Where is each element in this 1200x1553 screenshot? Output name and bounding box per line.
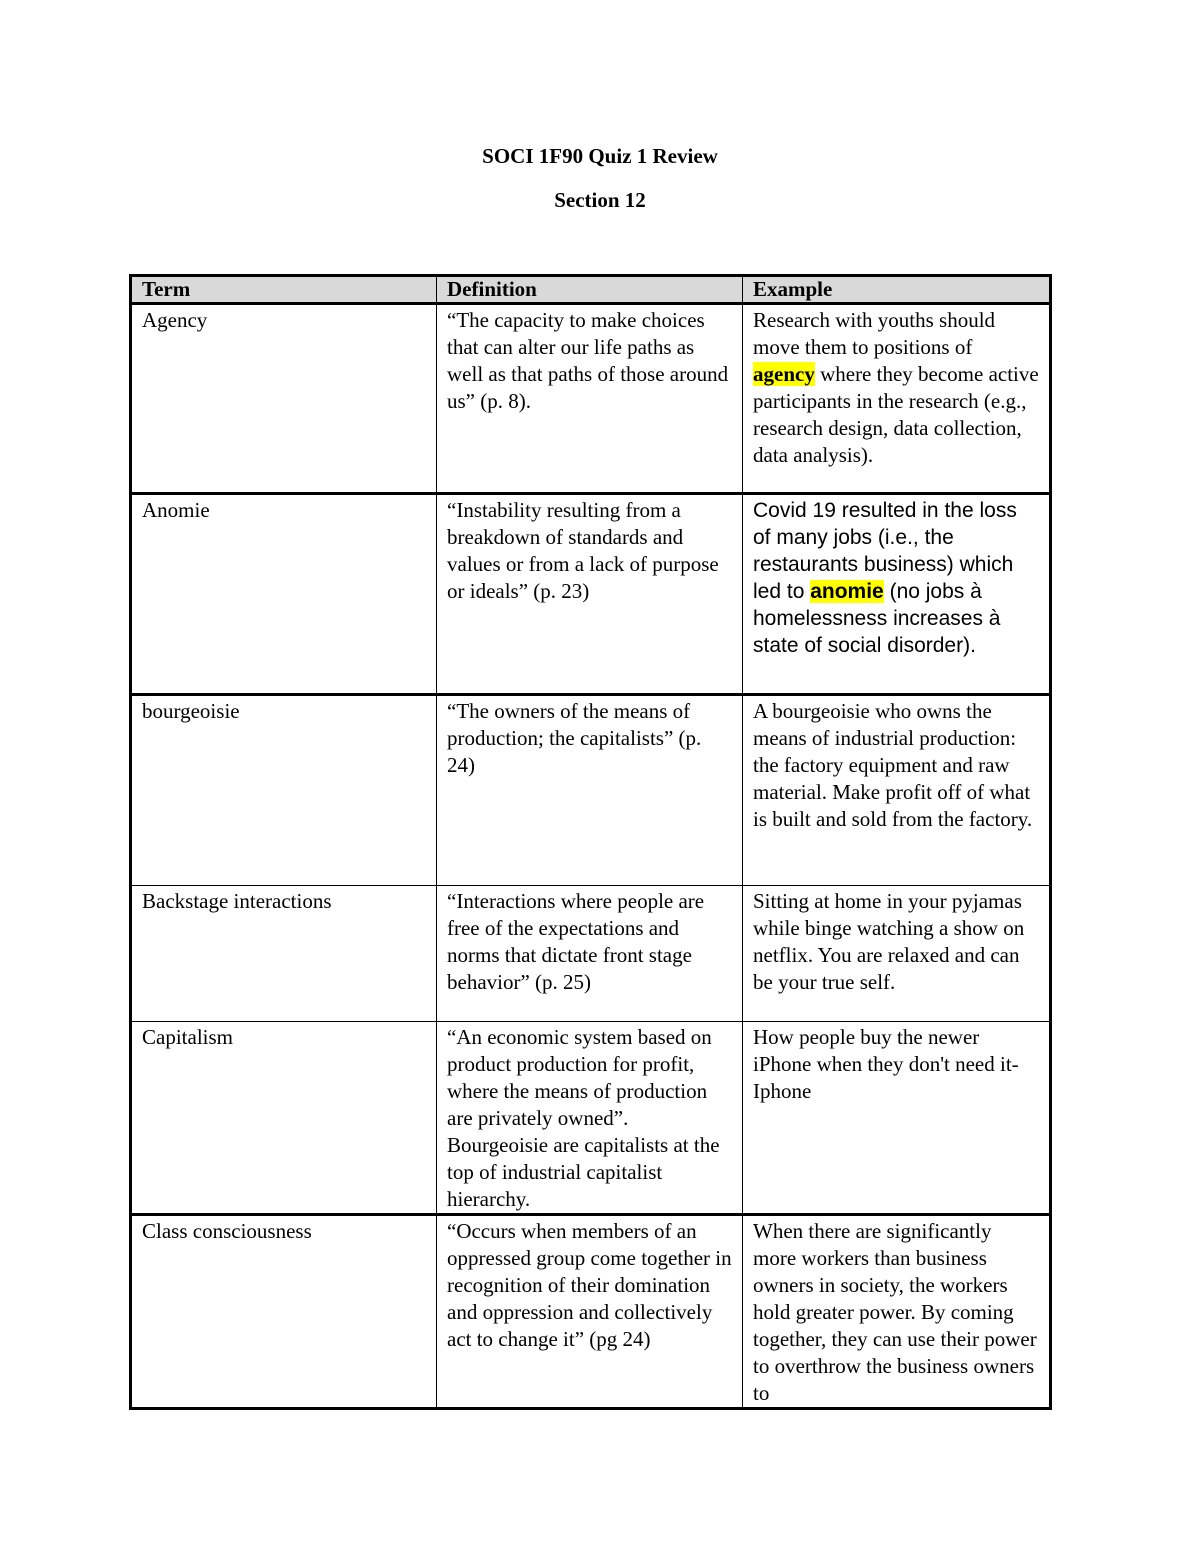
header-example: Example <box>743 276 1051 304</box>
term-cell: Capitalism <box>131 1022 437 1215</box>
definition-cell: “An economic system based on product production for profit, where the means of production are privately owned”. Bourgeoisie are capitalists at the top of industrial capitalist hierarchy. <box>437 1022 743 1215</box>
table-row <box>131 494 1051 695</box>
document-subtitle: Section 12 <box>554 188 646 212</box>
term-cell: Class consciousness <box>131 1215 437 1409</box>
example-cell: When there are significantly more workers than business owners in society, the workers hold greater power. By coming together, they can use their power to overthrow the business owners to <box>743 1215 1051 1409</box>
header-definition: Definition <box>437 276 743 304</box>
example-text: Covid 19 resulted in the loss of many jobs (i.e., the restaurants business) which led to <box>753 499 1017 603</box>
example-cell <box>743 494 1051 695</box>
highlighted-term: anomie <box>810 580 884 603</box>
table-row <box>131 304 1051 494</box>
example-cell <box>743 304 1051 494</box>
term-cell: Agency <box>131 304 437 494</box>
example-cell: How people buy the newer iPhone when they don't need it- Iphone <box>743 1022 1051 1215</box>
table-row <box>131 886 1051 1022</box>
example-cell: Sitting at home in your pyjamas while binge watching a show on netflix. You are relaxed and can be your true self. <box>743 886 1051 1022</box>
review-table <box>129 274 1052 1410</box>
header-term: Term <box>131 276 437 304</box>
definition-cell: “Instability resulting from a breakdown of standards and values or from a lack of purpose or ideals” (p. 23) <box>437 494 743 695</box>
term-cell: bourgeoisie <box>131 695 437 886</box>
highlighted-term: agency <box>753 362 815 386</box>
table-row <box>131 1022 1051 1215</box>
definition-cell: “The capacity to make choices that can alter our life paths as well as that paths of those around us” (p. 8). <box>437 304 743 494</box>
table-row <box>131 695 1051 886</box>
definition-cell: “The owners of the means of production; the capitalists” (p. 24) <box>437 695 743 886</box>
table-row <box>131 1215 1051 1409</box>
table-header-row <box>131 276 1051 304</box>
example-text: (no jobs à homelessness increases à state of social disorder). <box>753 580 1001 657</box>
example-text: where they become active participants in the research (e.g., research design, data collection, data analysis). <box>753 362 1039 467</box>
document-title: SOCI 1F90 Quiz 1 Review <box>482 144 718 168</box>
term-cell: Anomie <box>131 494 437 695</box>
example-text: Research with youths should move them to positions of <box>753 308 996 359</box>
definition-cell: “Interactions where people are free of the expectations and norms that dictate front stage behavior” (p. 25) <box>437 886 743 1022</box>
definition-cell: “Occurs when members of an oppressed group come together in recognition of their domination and oppression and collectively act to change it” (pg 24) <box>437 1215 743 1409</box>
example-cell: A bourgeoisie who owns the means of industrial production: the factory equipment and raw material. Make profit off of what is built and sold from the factory. <box>743 695 1051 886</box>
term-cell: Backstage interactions <box>131 886 437 1022</box>
